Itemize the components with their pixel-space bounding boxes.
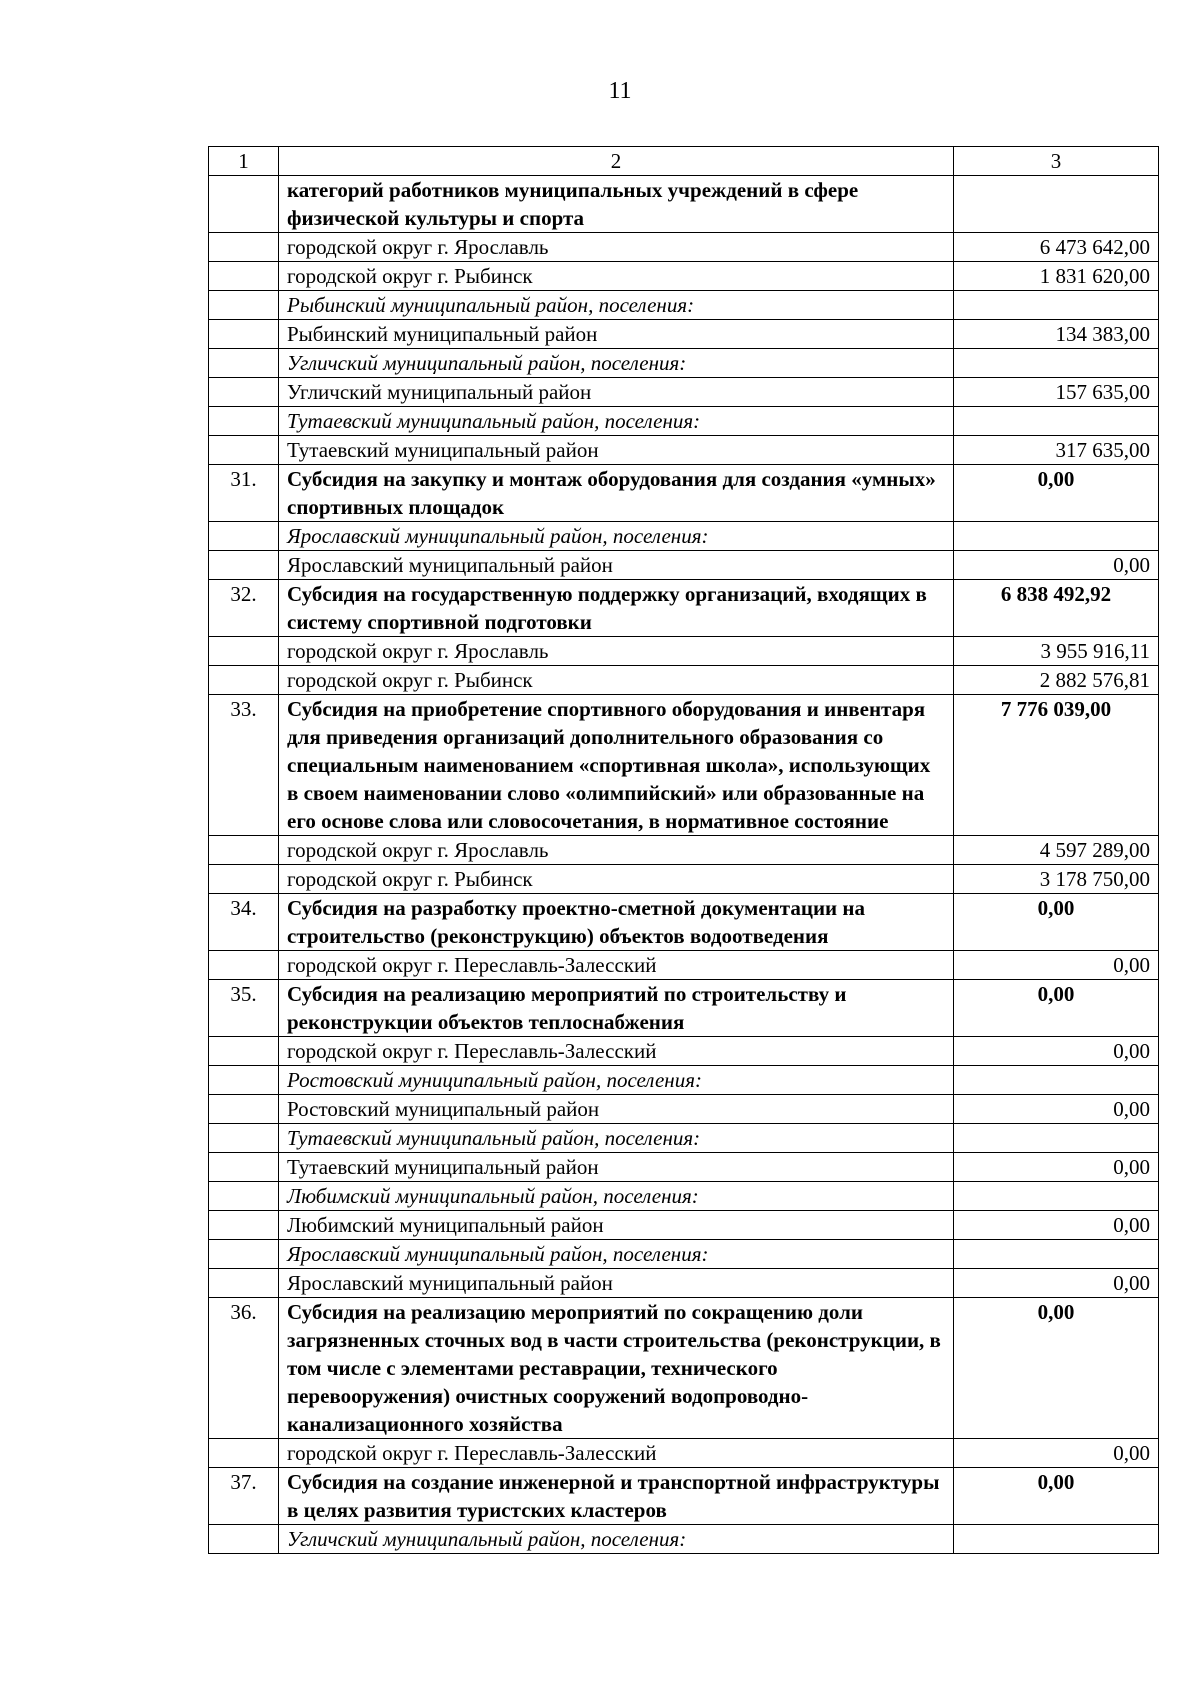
- row-amount: [954, 522, 1159, 551]
- table-row: [209, 522, 1159, 551]
- row-amount: 134 383,00: [954, 320, 1159, 349]
- row-amount: 0,00: [954, 1211, 1159, 1240]
- row-number: 35.: [209, 980, 279, 1037]
- row-description: Тутаевский муниципальный район, поселения:: [279, 1124, 954, 1153]
- row-description: Субсидия на разработку проектно-сметной документации на строительство (реконструкцию) объектов водоотведения: [279, 894, 954, 951]
- row-amount: 0,00: [954, 551, 1159, 580]
- row-description: городской округ г. Переславль-Залесский: [279, 1439, 954, 1468]
- row-description: категорий работников муниципальных учреждений в сфере физической культуры и спорта: [279, 176, 954, 233]
- row-number: [209, 407, 279, 436]
- page-number: 11: [608, 78, 632, 104]
- row-description: Тутаевский муниципальный район: [279, 1153, 954, 1182]
- table-row: [209, 176, 1159, 233]
- row-description: Субсидия на реализацию мероприятий по сокращению доли загрязненных сточных вод в части строительства (реконструкции, в том числе с элементами реставрации, технического перевооружения) очистных сооружений водопроводно-канализационного хозяйства: [279, 1298, 954, 1439]
- row-number: [209, 320, 279, 349]
- row-number: [209, 176, 279, 233]
- row-number: [209, 1182, 279, 1211]
- table-row: [209, 1095, 1159, 1124]
- table-row: [209, 407, 1159, 436]
- row-number: [209, 1037, 279, 1066]
- table-row: [209, 1468, 1159, 1525]
- row-amount: 0,00: [954, 951, 1159, 980]
- table-row: [209, 1439, 1159, 1468]
- row-description: Ярославский муниципальный район: [279, 551, 954, 580]
- row-description: Ростовский муниципальный район, поселения:: [279, 1066, 954, 1095]
- row-amount: 3 955 916,11: [954, 637, 1159, 666]
- row-amount: 0,00: [954, 465, 1159, 522]
- row-number: [209, 1124, 279, 1153]
- row-description: Ярославский муниципальный район, поселения:: [279, 1240, 954, 1269]
- row-amount: 6 838 492,92: [954, 580, 1159, 637]
- subsidy-table: [208, 146, 1159, 1554]
- table-row: [209, 980, 1159, 1037]
- row-amount: 1 831 620,00: [954, 262, 1159, 291]
- row-amount: 0,00: [954, 1439, 1159, 1468]
- table-row: [209, 666, 1159, 695]
- table-row: [209, 233, 1159, 262]
- row-number: [209, 1095, 279, 1124]
- row-description: Субсидия на создание инженерной и транспортной инфраструктуры в целях развития туристских кластеров: [279, 1468, 954, 1525]
- row-description: Ярославский муниципальный район: [279, 1269, 954, 1298]
- row-description: Рыбинский муниципальный район, поселения:: [279, 291, 954, 320]
- row-description: городской округ г. Ярославль: [279, 233, 954, 262]
- row-description: Угличский муниципальный район: [279, 378, 954, 407]
- row-amount: [954, 407, 1159, 436]
- table-row: [209, 695, 1159, 836]
- row-amount: [954, 291, 1159, 320]
- table-row: [209, 637, 1159, 666]
- row-amount: 0,00: [954, 1298, 1159, 1439]
- row-description: Субсидия на приобретение спортивного оборудования и инвентаря для приведения организаций дополнительного образования со специальным наименованием «спортивная школа», использующих в своем наименовании слово «олимпийский» или образованные на его основе слова или словосочетания, в нормативное состояние: [279, 695, 954, 836]
- row-number: [209, 1240, 279, 1269]
- row-number: [209, 951, 279, 980]
- row-amount: 7 776 039,00: [954, 695, 1159, 836]
- row-amount: 0,00: [954, 980, 1159, 1037]
- table-row: [209, 1182, 1159, 1211]
- row-number: [209, 1439, 279, 1468]
- row-number: [209, 637, 279, 666]
- row-description: городской округ г. Рыбинск: [279, 666, 954, 695]
- table-row: [209, 580, 1159, 637]
- table-row: [209, 320, 1159, 349]
- row-number: [209, 378, 279, 407]
- header-col-3: 3: [954, 147, 1159, 176]
- row-amount: 2 882 576,81: [954, 666, 1159, 695]
- row-number: [209, 522, 279, 551]
- row-number: [209, 1066, 279, 1095]
- row-number: [209, 836, 279, 865]
- row-number: 31.: [209, 465, 279, 522]
- table-row: [209, 951, 1159, 980]
- row-description: Субсидия на государственную поддержку организаций, входящих в систему спортивной подготовки: [279, 580, 954, 637]
- row-amount: [954, 1124, 1159, 1153]
- row-number: [209, 1269, 279, 1298]
- row-description: Субсидия на реализацию мероприятий по строительству и реконструкции объектов теплоснабжения: [279, 980, 954, 1037]
- row-number: 33.: [209, 695, 279, 836]
- table-row: [209, 291, 1159, 320]
- table-row: [209, 1240, 1159, 1269]
- row-amount: [954, 176, 1159, 233]
- row-description: Тутаевский муниципальный район, поселения:: [279, 407, 954, 436]
- row-amount: 157 635,00: [954, 378, 1159, 407]
- row-number: 32.: [209, 580, 279, 637]
- row-amount: 0,00: [954, 1269, 1159, 1298]
- row-description: Рыбинский муниципальный район: [279, 320, 954, 349]
- row-number: [209, 1153, 279, 1182]
- table-row: [209, 1525, 1159, 1554]
- row-description: Любимский муниципальный район, поселения:: [279, 1182, 954, 1211]
- row-number: [209, 349, 279, 378]
- row-amount: 0,00: [954, 1037, 1159, 1066]
- row-amount: 317 635,00: [954, 436, 1159, 465]
- row-description: Ростовский муниципальный район: [279, 1095, 954, 1124]
- row-description: Любимский муниципальный район: [279, 1211, 954, 1240]
- row-description: Ярославский муниципальный район, поселения:: [279, 522, 954, 551]
- header-col-1: 1: [209, 147, 279, 176]
- table-row: [209, 436, 1159, 465]
- row-number: 34.: [209, 894, 279, 951]
- row-amount: 0,00: [954, 894, 1159, 951]
- row-amount: [954, 1240, 1159, 1269]
- row-number: [209, 1211, 279, 1240]
- row-description: городской округ г. Переславль-Залесский: [279, 1037, 954, 1066]
- table-row: [209, 1211, 1159, 1240]
- table-row: [209, 865, 1159, 894]
- row-amount: [954, 1066, 1159, 1095]
- row-description: городской округ г. Ярославль: [279, 637, 954, 666]
- row-number: 37.: [209, 1468, 279, 1525]
- row-number: 36.: [209, 1298, 279, 1439]
- table-row: [209, 836, 1159, 865]
- table-row: [209, 1037, 1159, 1066]
- row-description: городской округ г. Рыбинск: [279, 865, 954, 894]
- row-description: городской округ г. Ярославль: [279, 836, 954, 865]
- row-amount: 6 473 642,00: [954, 233, 1159, 262]
- row-description: Субсидия на закупку и монтаж оборудования для создания «умных» спортивных площадок: [279, 465, 954, 522]
- row-amount: [954, 1182, 1159, 1211]
- table-row: [209, 262, 1159, 291]
- row-amount: [954, 349, 1159, 378]
- row-number: [209, 551, 279, 580]
- row-amount: [954, 1525, 1159, 1554]
- table-row: [209, 551, 1159, 580]
- row-number: [209, 865, 279, 894]
- row-number: [209, 262, 279, 291]
- table-header-row: [209, 147, 1159, 176]
- table-row: [209, 1298, 1159, 1439]
- table-row: [209, 378, 1159, 407]
- table-row: [209, 465, 1159, 522]
- row-number: [209, 666, 279, 695]
- row-description: Тутаевский муниципальный район: [279, 436, 954, 465]
- table-row: [209, 1124, 1159, 1153]
- row-amount: 3 178 750,00: [954, 865, 1159, 894]
- row-amount: 0,00: [954, 1095, 1159, 1124]
- row-amount: 0,00: [954, 1468, 1159, 1525]
- table-row: [209, 1269, 1159, 1298]
- table-row: [209, 1066, 1159, 1095]
- row-description: городской округ г. Переславль-Залесский: [279, 951, 954, 980]
- row-number: [209, 1525, 279, 1554]
- table-row: [209, 894, 1159, 951]
- row-amount: 4 597 289,00: [954, 836, 1159, 865]
- row-number: [209, 436, 279, 465]
- row-amount: 0,00: [954, 1153, 1159, 1182]
- table-row: [209, 1153, 1159, 1182]
- row-description: Угличский муниципальный район, поселения:: [279, 349, 954, 378]
- row-description: Угличский муниципальный район, поселения:: [279, 1525, 954, 1554]
- table-row: [209, 349, 1159, 378]
- row-number: [209, 233, 279, 262]
- header-col-2: 2: [279, 147, 954, 176]
- table-body: [209, 176, 1159, 1554]
- row-description: городской округ г. Рыбинск: [279, 262, 954, 291]
- row-number: [209, 291, 279, 320]
